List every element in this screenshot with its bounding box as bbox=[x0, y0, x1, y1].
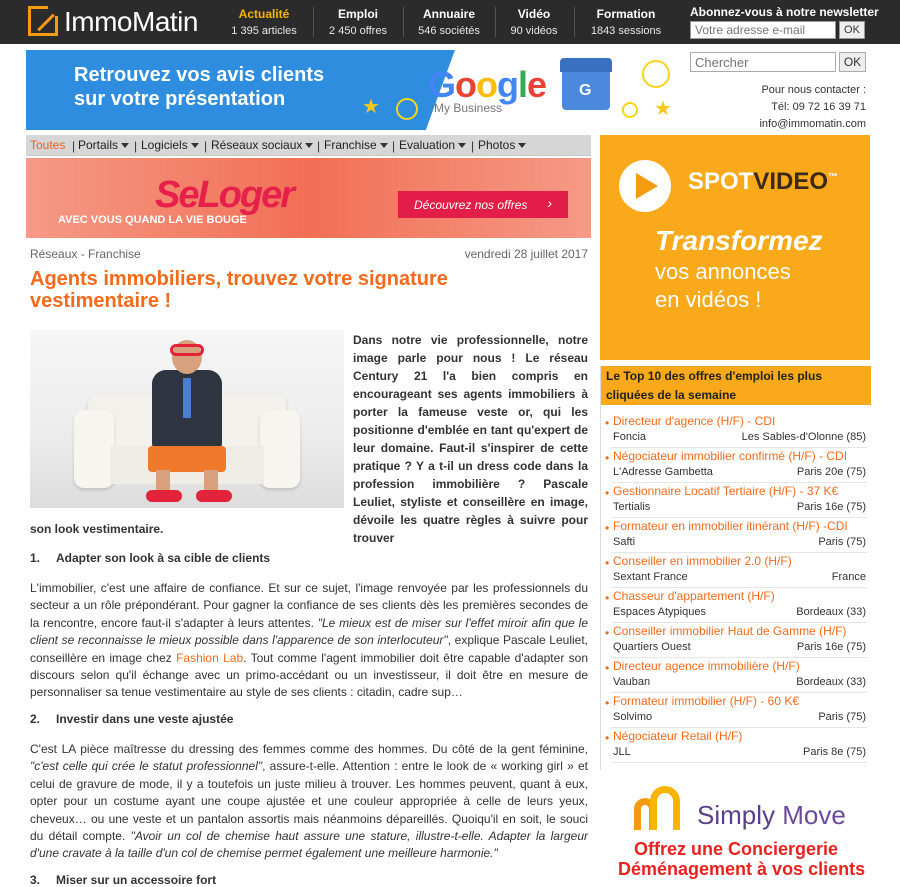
job-title[interactable]: Négociateur Retail (H/F) bbox=[613, 729, 743, 743]
spotvideo-headline: Transformez bbox=[655, 225, 823, 256]
category-divider: | bbox=[317, 139, 321, 153]
job-company: JLL bbox=[613, 746, 631, 758]
contact-phone[interactable]: Tél: 09 72 16 39 71 bbox=[771, 101, 866, 113]
bullet-icon: • bbox=[605, 556, 610, 570]
bullet-icon: • bbox=[605, 591, 610, 605]
section-paragraph: L'immobilier, c'est une affaire de confiance. Et sur ce sujet, l'image renvoyée par les professionnels du secteur a un rôle prépondérant. Pour gagner la confiance de ses clients dès les premières secondes de la rencontre, encore faut-il s'adapter à leurs attentes. "Le mieux est de miser sur l'effet miroir afin que le client se reconnaisse le mieux possible dans l'apparence de son interlocuteur", explique Pascale Leuliet, conseillère en image chez Fashion Lab. Tout comme l'agent immobilier doit être capable d'adapter son discours selon qu'il échange avec un primo-accédant ou un investisseur, il doit être en mesure de personnaliser sa tenue vestimentaire au style de ses clients : citadin, cadre sup… bbox=[30, 581, 588, 700]
play-icon bbox=[619, 160, 671, 212]
job-company: Foncia bbox=[613, 431, 647, 443]
job-location: Paris 16e (75) bbox=[796, 641, 866, 653]
man-shape bbox=[204, 470, 218, 492]
article-date: vendredi 28 juillet 2017 bbox=[464, 247, 588, 261]
job-company: Tertialis bbox=[613, 501, 651, 513]
star-icon: ★ bbox=[362, 96, 380, 118]
nav-label: Formation bbox=[596, 7, 656, 21]
storefront-icon: G bbox=[562, 64, 610, 110]
job-item[interactable] bbox=[601, 588, 871, 623]
man-shape bbox=[156, 470, 170, 492]
chevron-down-icon bbox=[458, 143, 466, 148]
category-divider: | bbox=[204, 139, 208, 153]
nav-count: 1843 sessions bbox=[590, 25, 662, 37]
top10-title: Le Top 10 des offres d'emploi les plus cliquées de la semaine bbox=[601, 366, 871, 405]
nav-emploi[interactable] bbox=[318, 0, 398, 44]
bullet-icon: • bbox=[605, 731, 610, 745]
nav-count: 546 sociétés bbox=[418, 25, 480, 37]
article-category[interactable]: Réseaux - Franchise bbox=[30, 247, 141, 261]
job-location: Paris 8e (75) bbox=[803, 746, 866, 758]
category-divider: | bbox=[471, 139, 475, 153]
smiley-icon bbox=[396, 98, 418, 120]
nav-video[interactable] bbox=[500, 0, 568, 44]
category-nav bbox=[26, 135, 591, 156]
man-shape bbox=[196, 490, 232, 502]
spotvideo-line-3: en vidéos ! bbox=[655, 287, 762, 312]
job-title[interactable]: Gestionnaire Locatif Tertiaire (H/F) - 37 K€ bbox=[613, 484, 839, 498]
man-shape bbox=[148, 446, 226, 472]
smiley-icon bbox=[622, 102, 638, 118]
category-evaluation[interactable]: Evaluation bbox=[399, 138, 466, 152]
nav-label: Actualité bbox=[238, 7, 290, 21]
job-location: Paris (75) bbox=[818, 711, 866, 723]
job-item[interactable] bbox=[601, 553, 871, 588]
seloger-tagline: AVEC VOUS QUAND LA VIE BOUGE bbox=[58, 214, 247, 226]
job-location: Paris 16e (75) bbox=[796, 501, 866, 513]
job-title[interactable]: Chasseur d'appartement (H/F) bbox=[613, 589, 775, 603]
article-title: Agents immobiliers, trouvez votre signature vestimentaire ! bbox=[30, 268, 448, 312]
section-title: 1. Adapter son look à sa cible de clients bbox=[30, 551, 271, 565]
category-divider: | bbox=[72, 139, 76, 153]
simplymove-line-2: Déménagement à vos clients bbox=[618, 859, 866, 879]
sofa-shape bbox=[74, 410, 114, 488]
job-location: Bordeaux (33) bbox=[796, 606, 866, 618]
job-company: Espaces Atypiques bbox=[613, 606, 706, 618]
man-shape bbox=[183, 378, 191, 418]
category-reseaux-sociaux[interactable]: Réseaux sociaux bbox=[211, 138, 313, 152]
bullet-icon: • bbox=[605, 486, 610, 500]
article-intro: Dans notre vie professionnelle, notre image parle pour nous ! Le réseau Century 21 l'a bien compris en encourageant ses agents immobiliers à porter la fameuse veste or, qui les positionne d'emblée en tant qu'expert de leur domaine. Faut-il s'inspirer de cette pratique ? Y a t-il un dress code dans la profession immobilière ? Pascale Leuliet, styliste et conseillère en image, dévoile les quatre règles à suivre pour trouver bbox=[353, 333, 588, 545]
job-location: Paris (75) bbox=[818, 536, 866, 548]
job-location: Les Sables-d'Olonne (85) bbox=[741, 431, 866, 443]
job-location: France bbox=[831, 571, 866, 583]
nav-count: 1 395 articles bbox=[231, 25, 297, 37]
nav-formation[interactable] bbox=[580, 0, 672, 44]
man-shape bbox=[170, 344, 204, 356]
contact-label: Pour nous contacter : bbox=[761, 84, 866, 96]
nav-count: 90 vidéos bbox=[510, 25, 558, 37]
job-location: Bordeaux (33) bbox=[796, 676, 866, 688]
job-title[interactable]: Conseiller en immobilier 2.0 (H/F) bbox=[613, 554, 792, 568]
logo-icon bbox=[28, 6, 58, 36]
simplymove-name: Simply Move bbox=[697, 800, 846, 830]
job-item[interactable] bbox=[601, 518, 871, 553]
contact-email[interactable]: info@immomatin.com bbox=[759, 118, 866, 130]
bullet-icon: • bbox=[605, 451, 610, 465]
job-location: Paris 20e (75) bbox=[796, 466, 866, 478]
job-company: Safti bbox=[613, 536, 636, 548]
bullet-icon: • bbox=[605, 661, 610, 675]
job-company: Solvimo bbox=[613, 711, 653, 723]
newsletter-title: Abonnez-vous à notre newsletter bbox=[690, 5, 879, 19]
job-title[interactable]: Conseiller immobilier Haut de Gamme (H/F) bbox=[613, 624, 847, 638]
job-title[interactable]: Formateur en immobilier itinérant (H/F) -CDI bbox=[613, 519, 848, 533]
nav-annuaire[interactable] bbox=[408, 0, 490, 44]
nav-divider bbox=[574, 7, 575, 37]
star-icon: ★ bbox=[654, 98, 672, 120]
seloger-logo: SeLoger bbox=[155, 174, 294, 216]
newsletter-email-input[interactable] bbox=[690, 21, 836, 39]
job-item[interactable] bbox=[601, 728, 871, 763]
article-photo bbox=[30, 330, 344, 508]
job-company: L'Adresse Gambetta bbox=[613, 466, 713, 478]
simplymove-logo-icon bbox=[634, 786, 688, 830]
nav-label: Annuaire bbox=[422, 7, 475, 21]
chevron-down-icon bbox=[121, 143, 129, 148]
bullet-icon: • bbox=[605, 626, 610, 640]
chevron-down-icon bbox=[380, 143, 388, 148]
job-company: Quartiers Ouest bbox=[613, 641, 691, 653]
top10-jobs bbox=[600, 366, 870, 770]
job-item[interactable] bbox=[601, 658, 871, 693]
category-franchise[interactable]: Franchise bbox=[324, 138, 388, 152]
banner-line-1: Retrouvez vos avis clients bbox=[74, 64, 325, 86]
sofa-shape bbox=[260, 410, 300, 488]
article-intro-tail: son look vestimentaire. bbox=[30, 522, 164, 536]
job-title[interactable]: Formateur immobilier (H/F) - 60 K€ bbox=[613, 694, 800, 708]
job-item[interactable] bbox=[601, 448, 871, 483]
section-paragraph: C'est LA pièce maîtresse du dressing des femmes comme des hommes. Du côté de la gent féminine, "c'est celle qui crée le statut professionnel", assure-t-elle. Attention : entre le look de « working girl » et celui de gravure de mode, il y a toutefois un juste milieu à trouver. Les hommes peuvent, quant à eux, opter pour un costume ayant une coupe ajustée et une couleur appropriée à celle de leurs yeux, cheveux… ou une veste et un pantalon assortis mais néanmoins dépareillés. Quoiqu'il en soit, le souci du détail compte. "Avoir un col de chemise haut assure une stature, illustre-t-elle. Adapter la largeur d'une cravate à la taille d'un col de chemise permet également une meilleure harmonie." bbox=[30, 742, 588, 861]
fashion-lab-link[interactable]: Fashion Lab bbox=[176, 650, 244, 665]
nav-divider bbox=[495, 7, 496, 37]
job-item[interactable] bbox=[601, 623, 871, 658]
job-item[interactable] bbox=[601, 413, 871, 448]
divider bbox=[611, 762, 867, 763]
nav-divider bbox=[403, 7, 404, 37]
top-bar bbox=[0, 0, 900, 44]
bullet-icon: • bbox=[605, 696, 610, 710]
job-company: Vauban bbox=[613, 676, 651, 688]
chevron-down-icon bbox=[191, 143, 199, 148]
category-portails[interactable]: Portails bbox=[78, 138, 129, 152]
seloger-banner[interactable] bbox=[26, 158, 591, 238]
job-item[interactable] bbox=[601, 483, 871, 518]
nav-count: 2 450 offres bbox=[329, 25, 387, 37]
newsletter-ok-button[interactable]: OK bbox=[839, 21, 865, 39]
category-divider: | bbox=[134, 139, 138, 153]
job-title[interactable]: Négociateur immobilier confirmé (H/F) - CDI bbox=[613, 449, 848, 463]
job-title[interactable]: Directeur d'agence (H/F) - CDI bbox=[613, 414, 776, 428]
job-item[interactable] bbox=[601, 693, 871, 728]
man-shape bbox=[146, 490, 182, 502]
category-divider: | bbox=[392, 139, 396, 153]
nav-actualite[interactable] bbox=[222, 0, 306, 44]
job-company: Sextant France bbox=[613, 571, 688, 583]
google-logo: Google bbox=[428, 64, 547, 105]
spotvideo-logo: SPOTVIDEO™ bbox=[688, 168, 839, 195]
nav-label: Vidéo bbox=[517, 7, 551, 21]
simplymove-ad[interactable] bbox=[600, 772, 870, 887]
section-title: 3. Miser sur un accessoire fort bbox=[30, 873, 217, 887]
section-title: 2. Investir dans une veste ajustée bbox=[30, 712, 234, 726]
smiley-icon bbox=[642, 60, 670, 88]
chevron-down-icon bbox=[305, 143, 313, 148]
category-toutes[interactable]: Toutes bbox=[30, 138, 66, 152]
simplymove-line-1: Offrez une Conciergerie bbox=[634, 839, 839, 859]
nav-divider bbox=[313, 7, 314, 37]
search-ok-button[interactable]: OK bbox=[839, 52, 866, 72]
site-logo[interactable] bbox=[28, 4, 208, 40]
bullet-icon: • bbox=[605, 416, 610, 430]
job-title[interactable]: Directeur agence immobilière (H/F) bbox=[613, 659, 800, 673]
search-input[interactable] bbox=[690, 52, 836, 72]
logo-text: ImmoMatin bbox=[64, 6, 198, 37]
nav-label: Emploi bbox=[337, 7, 378, 21]
my-business-label: My Business bbox=[434, 101, 503, 115]
spotvideo-ad[interactable] bbox=[600, 135, 870, 360]
category-logiciels[interactable]: Logiciels bbox=[141, 138, 199, 152]
contact-block bbox=[690, 82, 866, 133]
chevron-down-icon bbox=[518, 143, 526, 148]
spotvideo-line-2: vos annonces bbox=[655, 259, 791, 284]
bullet-icon: • bbox=[605, 521, 610, 535]
banner-line-2: sur votre présentation bbox=[74, 88, 286, 110]
category-photos[interactable]: Photos bbox=[478, 138, 526, 152]
google-my-business-banner[interactable] bbox=[26, 50, 684, 130]
discover-offers-button[interactable]: Découvrez nos offres › bbox=[398, 191, 568, 218]
